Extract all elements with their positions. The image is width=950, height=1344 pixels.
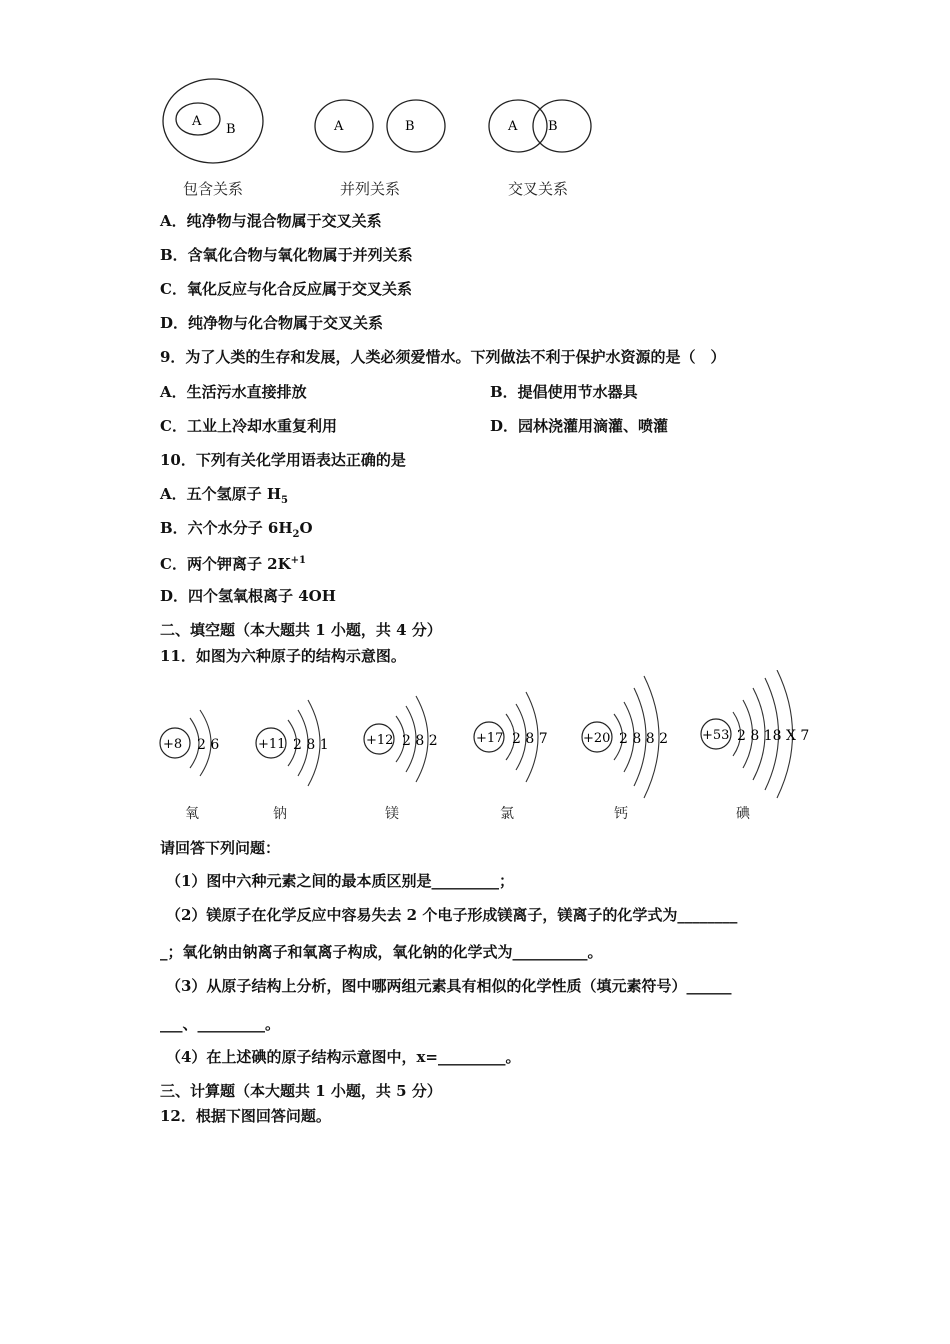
q9-option-c: C．工业上冷却水重复利用 (160, 417, 337, 435)
q8-option-c: C．氧化反应与化合反应属于交叉关系 (160, 280, 412, 298)
atom-name-magnesium: 镁 (385, 806, 399, 822)
venn3-b: B (548, 119, 558, 134)
atom-sodium (256, 700, 329, 786)
q11-stem: 11．如图为六种原子的结构示意图。 (160, 647, 406, 665)
q9-option-d: D．园林浇灌用滴灌、喷灌 (490, 417, 669, 435)
atom-iodine (701, 670, 809, 798)
svg-text:2 6: 2 6 (197, 737, 220, 753)
svg-text:2 8 1: 2 8 1 (293, 737, 329, 753)
q11-part3a: （3）从原子结构上分析，图中哪两组元素具有相似的化学性质（填元素符号）______ (166, 977, 732, 995)
svg-text:+11: +11 (258, 737, 286, 752)
svg-text:+17: +17 (476, 731, 504, 746)
venn-parallel (315, 100, 445, 152)
svg-text:2 8 7: 2 8 7 (512, 731, 548, 747)
q9-stem: 9．为了人类的生存和发展，人类必须爱惜水。下列做法不利于保护水资源的是（ ） (160, 348, 726, 366)
atom-name-calcium: 钙 (614, 806, 628, 822)
atom-calcium (582, 676, 668, 798)
svg-text:+8: +8 (163, 737, 183, 752)
q10-stem: 10．下列有关化学用语表达正确的是 (160, 451, 406, 469)
atom-diagrams (150, 670, 820, 800)
venn-label-intersect: 交叉关系 (508, 180, 569, 198)
venn-intersect (489, 100, 591, 152)
q8-option-d: D．纯净物与化合物属于交叉关系 (160, 314, 384, 332)
q11-part1: （1）图中六种元素之间的最本质区别是_________； (166, 872, 514, 890)
atom-chlorine (474, 692, 548, 782)
venn-label-parallel: 并列关系 (340, 180, 401, 198)
q11-part2b: _；氧化钠由钠离子和氧离子构成，氧化钠的化学式为__________。 (160, 943, 603, 961)
section3-heading: 三、计算题（本大题共 1 小题，共 5 分） (160, 1082, 442, 1100)
venn-containment (163, 79, 263, 163)
svg-text:2 8 2: 2 8 2 (402, 733, 438, 749)
venn1-a: A (192, 114, 202, 129)
q8-option-b: B．含氧化合物与氧化物属于并列关系 (160, 246, 413, 264)
atom-name-sodium: 钠 (273, 806, 287, 822)
svg-text:+12: +12 (366, 733, 394, 748)
q9-option-b: B．提倡使用节水器具 (490, 383, 638, 401)
q8-option-a: A．纯净物与混合物属于交叉关系 (160, 212, 382, 230)
q10-option-b: B．六个水分子 $6H_2O$ (160, 519, 313, 540)
venn-label-containment: 包含关系 (183, 180, 244, 198)
atom-oxygen (160, 710, 219, 776)
q11-part3b: ___、_________。 (160, 1015, 281, 1033)
svg-text:2 8 8 2: 2 8 8 2 (619, 731, 668, 747)
section2-heading: 二、填空题（本大题共 1 小题，共 4 分） (160, 621, 442, 639)
atom-name-chlorine: 氯 (500, 806, 514, 822)
q11-prompt: 请回答下列问题： (160, 839, 281, 857)
venn1-b: B (226, 122, 236, 137)
atom-magnesium (364, 696, 438, 782)
venn2-b: B (405, 119, 415, 134)
q11-part2a: （2）镁原子在化学反应中容易失去 2 个电子形成镁离子，镁离子的化学式为________ (166, 906, 738, 924)
q10-option-c: C．两个钾离子 $2K^{+1}$ (160, 555, 306, 573)
q12-stem: 12．根据下图回答问题。 (160, 1107, 331, 1125)
svg-text:2 8 18 X 7: 2 8 18 X 7 (737, 728, 810, 744)
q11-part4: （4）在上述碘的原子结构示意图中，x=_________。 (166, 1048, 521, 1066)
atom-name-oxygen: 氧 (185, 806, 199, 822)
venn2-a: A (334, 119, 344, 134)
q10-option-d: D．四个氢氧根离子 4OH (160, 587, 336, 605)
svg-text:+53: +53 (702, 728, 730, 743)
q9-option-a: A．生活污水直接排放 (160, 383, 307, 401)
q10-option-a: A．五个氢原子 $H_5$ (160, 485, 289, 506)
venn-diagrams (150, 75, 610, 175)
atom-name-iodine: 碘 (736, 806, 750, 822)
venn3-a: A (508, 119, 518, 134)
svg-text:+20: +20 (583, 731, 611, 746)
